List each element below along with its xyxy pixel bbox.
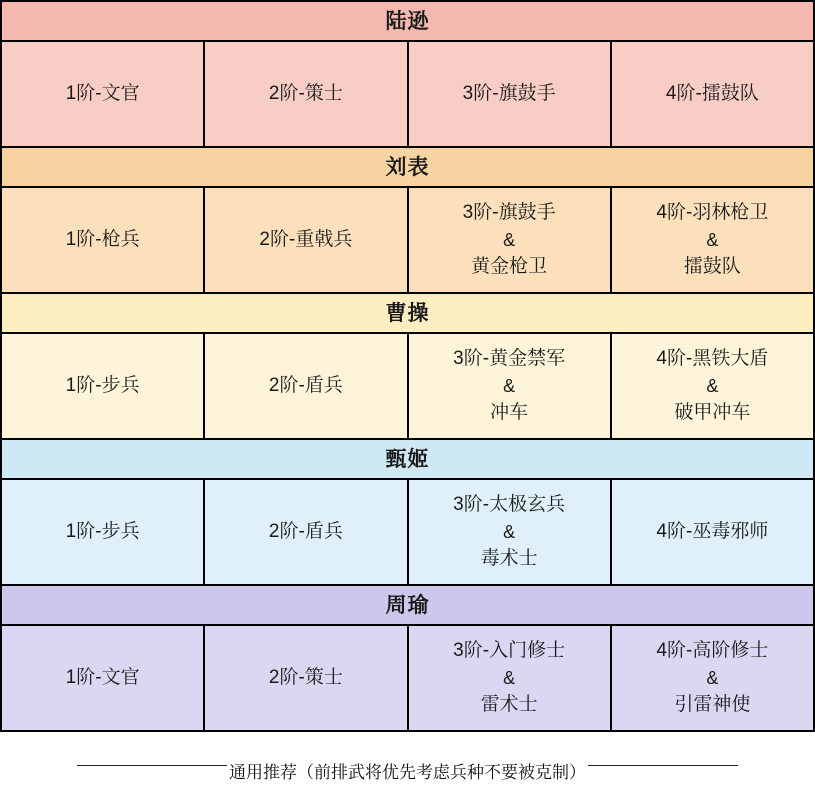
commander-group bbox=[0, 0, 815, 146]
unit-label: 破甲冲车 bbox=[674, 402, 751, 423]
unit-label: 冲车 bbox=[490, 402, 529, 423]
and-separator: & bbox=[503, 522, 516, 542]
commander-name: 曹操 bbox=[2, 294, 813, 334]
tier-cell bbox=[409, 626, 612, 730]
tier-row bbox=[2, 480, 813, 584]
unit-label: 2阶-策士 bbox=[268, 83, 343, 104]
and-separator: & bbox=[503, 230, 516, 250]
unit-label: 1阶-枪兵 bbox=[65, 229, 140, 250]
tier-row bbox=[2, 626, 813, 730]
commander-name: 刘表 bbox=[2, 148, 813, 188]
unit-label: 3阶-入门修士 bbox=[453, 640, 566, 661]
tier-cell bbox=[612, 42, 813, 146]
tier-cell bbox=[205, 334, 408, 438]
tier-row bbox=[2, 334, 813, 438]
unit-label: 3阶-旗鼓手 bbox=[462, 202, 556, 223]
tier-cell bbox=[612, 188, 813, 292]
unit-label: 2阶-策士 bbox=[268, 667, 343, 688]
tier-cell bbox=[205, 188, 408, 292]
commander-name: 陆逊 bbox=[2, 2, 813, 42]
unit-label: 4阶-高阶修士 bbox=[656, 640, 769, 661]
footer-rule-left bbox=[77, 765, 227, 766]
tier-cell bbox=[409, 334, 612, 438]
tier-cell bbox=[612, 626, 813, 730]
unit-label: 2阶-盾兵 bbox=[268, 375, 343, 396]
and-separator: & bbox=[706, 376, 719, 396]
unit-label: 4阶-擂鼓队 bbox=[665, 83, 759, 104]
unit-label: 黄金枪卫 bbox=[471, 256, 548, 277]
tier-row bbox=[2, 188, 813, 292]
unit-label: 4阶-羽林枪卫 bbox=[656, 202, 769, 223]
footer-rule-right bbox=[588, 765, 738, 766]
unit-label: 1阶-步兵 bbox=[65, 375, 140, 396]
unit-label: 擂鼓队 bbox=[683, 256, 741, 277]
tier-cell bbox=[409, 42, 612, 146]
unit-label: 1阶-文官 bbox=[65, 667, 140, 688]
unit-label: 3阶-黄金禁军 bbox=[453, 348, 566, 369]
unit-label: 4阶-黑铁大盾 bbox=[656, 348, 769, 369]
and-separator: & bbox=[503, 668, 516, 688]
unit-label: 3阶-太极玄兵 bbox=[453, 494, 566, 515]
unit-label: 2阶-盾兵 bbox=[268, 521, 343, 542]
tier-cell bbox=[409, 480, 612, 584]
tier-cell bbox=[612, 334, 813, 438]
commander-group bbox=[0, 292, 815, 438]
tier-cell bbox=[205, 626, 408, 730]
and-separator: & bbox=[706, 230, 719, 250]
footer-note bbox=[0, 730, 815, 808]
unit-label: 1阶-文官 bbox=[65, 83, 140, 104]
tier-row bbox=[2, 42, 813, 146]
tier-cell bbox=[2, 42, 205, 146]
tier-cell bbox=[409, 188, 612, 292]
unit-label: 2阶-重戟兵 bbox=[259, 229, 353, 250]
and-separator: & bbox=[503, 376, 516, 396]
tier-cell bbox=[612, 480, 813, 584]
tier-cell bbox=[2, 626, 205, 730]
and-separator: & bbox=[706, 668, 719, 688]
tier-cell bbox=[2, 334, 205, 438]
tier-cell bbox=[2, 188, 205, 292]
unit-label: 毒术士 bbox=[480, 548, 538, 569]
unit-label: 3阶-旗鼓手 bbox=[462, 83, 556, 104]
unit-label: 1阶-步兵 bbox=[65, 521, 140, 542]
unit-label: 4阶-巫毒邪师 bbox=[656, 521, 769, 542]
unit-label: 雷术士 bbox=[480, 694, 538, 715]
commander-name: 甄姬 bbox=[2, 440, 813, 480]
commander-name: 周瑜 bbox=[2, 586, 813, 626]
tier-cell bbox=[2, 480, 205, 584]
unit-label: 引雷神使 bbox=[674, 694, 751, 715]
tier-cell bbox=[205, 42, 408, 146]
commander-group bbox=[0, 584, 815, 730]
commander-group bbox=[0, 146, 815, 292]
tier-cell bbox=[205, 480, 408, 584]
commander-group bbox=[0, 438, 815, 584]
footer-note-text: 通用推荐（前排武将优先考虑兵种不要被克制） bbox=[229, 762, 586, 782]
